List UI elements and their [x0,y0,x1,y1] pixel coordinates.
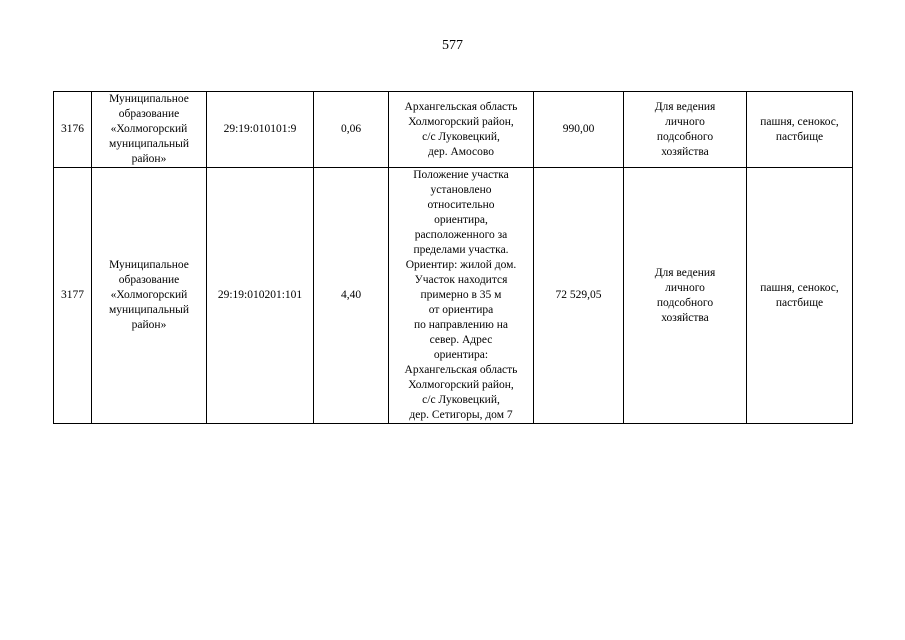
location-cell: Архангельская область Холмогорский район, с/с Луковецкий, дер. Амосово [389,92,534,168]
area-cell: 4,40 [314,168,389,424]
owner-cell: Муниципальное образование «Холмогорский муниципальный район» [92,92,207,168]
land-type-cell: пашня, сенокос, пастбище [747,92,853,168]
row-number-cell: 3176 [54,92,92,168]
permitted-use-cell: Для ведения личного подсобного хозяйства [624,92,747,168]
area-cell: 0,06 [314,92,389,168]
cadastral-value-cell: 990,00 [534,92,624,168]
table-row [54,92,853,168]
location-cell: Положение участка установлено относительно ориентира, расположенного за пределами участка. Ориентир: жилой дом. Участок находится примерно в 35 м от ориентира по направлению на север. Адрес ориентира: Архангельская область Холмогорский район, с/с Луковецкий, дер. Сетигоры, дом 7 [389,168,534,424]
owner-cell: Муниципальное образование «Холмогорский муниципальный район» [92,168,207,424]
cadastral-value-cell: 72 529,05 [534,168,624,424]
table-row [54,168,853,424]
permitted-use-cell: Для ведения личного подсобного хозяйства [624,168,747,424]
row-number-cell: 3177 [54,168,92,424]
cadastral-number-cell: 29:19:010201:101 [207,168,314,424]
land-type-cell: пашня, сенокос, пастбище [747,168,853,424]
page-number: 577 [442,38,463,53]
cadastral-number-cell: 29:19:010101:9 [207,92,314,168]
land-registry-table [53,91,853,424]
